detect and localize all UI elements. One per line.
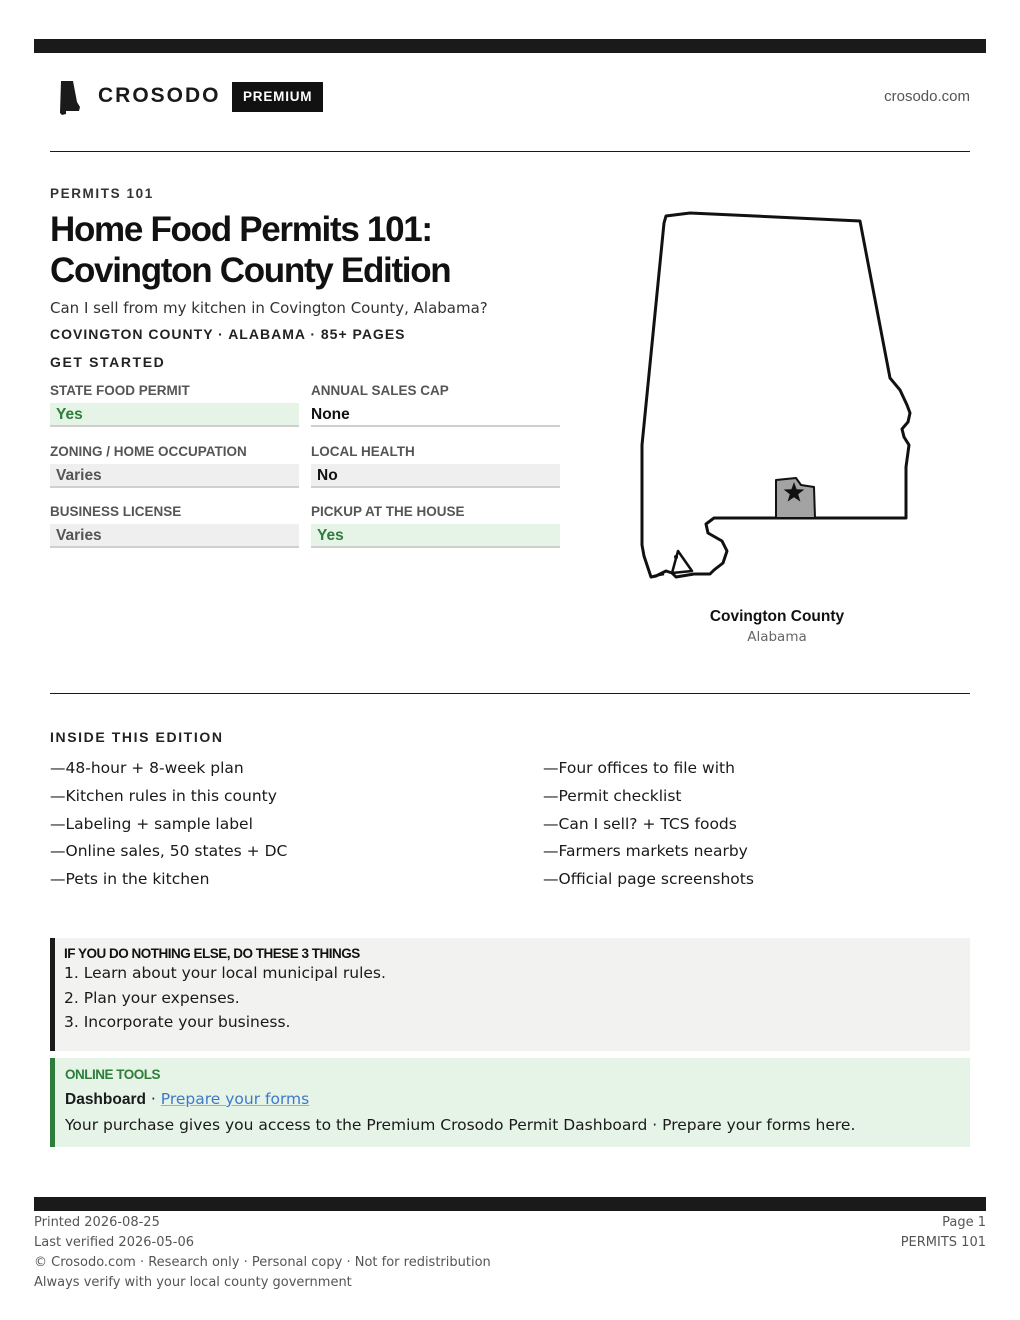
title-line-1: Home Food Permits 101:: [50, 210, 432, 249]
list-item: —48-hour + 8-week plan: [50, 759, 244, 777]
field-pickup: [311, 504, 560, 556]
list-item: —Pets in the kitchen: [50, 870, 210, 889]
tools-separator: ·: [145, 1090, 161, 1108]
field-zoning: [50, 444, 299, 496]
todo-item: 1. Learn about your local municipal rules.: [64, 964, 386, 982]
kicker: PERMITS 101: [50, 186, 154, 201]
footer-section: PERMITS 101: [900, 1235, 986, 1250]
list-item: —Farmers markets nearby: [543, 842, 748, 861]
list-item: —Official page screenshots: [543, 870, 754, 889]
field-annual-sales-cap: [311, 383, 560, 435]
field-label: STATE FOOD PERMIT: [50, 383, 190, 398]
field-label: PICKUP AT THE HOUSE: [311, 504, 465, 519]
footer-bar: [34, 1197, 986, 1211]
brand-name[interactable]: CROSODO: [98, 84, 221, 107]
field-value: Yes: [311, 524, 560, 548]
tools-links: [65, 1086, 970, 1113]
field-label: ANNUAL SALES CAP: [311, 383, 449, 398]
title-line-2: Covington County Edition: [50, 251, 451, 290]
todo-item: 2. Plan your expenses.: [64, 988, 240, 1007]
bay-dot: [674, 555, 678, 559]
copyright: © Crosodo.com · Research only · Personal copy · Not for redistribution: [34, 1255, 491, 1270]
todo-item: 3. Incorporate your business.: [64, 1013, 291, 1031]
field-value: None: [311, 403, 560, 427]
disclaimer: Always verify with your local county government: [34, 1275, 352, 1290]
page-title: [50, 209, 610, 291]
edition-meta: COVINGTON COUNTY · ALABAMA · 85+ PAGES: [50, 326, 406, 342]
list-item: —Four offices to file with: [543, 759, 735, 777]
field-state-food-permit: [50, 383, 299, 435]
subtitle: Can I sell from my kitchen in Covington County, Alabama?: [50, 299, 488, 317]
field-business-license: [50, 504, 299, 556]
site-url[interactable]: crosodo.com: [884, 88, 970, 105]
alabama-outline: [642, 213, 910, 577]
tools-note: Your purchase gives you access to the Premium Crosodo Permit Dashboard · Prepare your forms here.: [65, 1116, 856, 1134]
todo-callout: [50, 938, 970, 1051]
list-item: —Kitchen rules in this county: [50, 786, 277, 805]
inside-list-right: [543, 756, 963, 895]
tools-heading: ONLINE TOOLS: [65, 1067, 161, 1082]
map-county-label: Covington County: [709, 608, 845, 625]
page-header: [50, 78, 970, 118]
premium-badge: PREMIUM: [232, 82, 323, 112]
field-label: BUSINESS LICENSE: [50, 504, 182, 519]
inside-edition-heading: INSIDE THIS EDITION: [50, 729, 224, 745]
dashboard-label: Dashboard: [65, 1091, 146, 1108]
field-value: Yes: [50, 403, 299, 427]
field-label: ZONING / HOME OCCUPATION: [50, 444, 247, 459]
list-item: —Permit checklist: [543, 786, 682, 805]
list-item: —Can I sell? + TCS foods: [543, 814, 737, 833]
field-local-health: [311, 444, 560, 496]
field-label: LOCAL HEALTH: [311, 444, 415, 459]
header-divider: [50, 151, 970, 152]
mobile-bay-detail: [672, 551, 692, 573]
prepare-forms-link[interactable]: Prepare your forms: [160, 1090, 310, 1108]
map-state-label: Alabama: [747, 629, 807, 645]
verified-date: Last verified 2026-05-06: [34, 1235, 194, 1250]
map-caption: [677, 608, 877, 645]
list-item: —Labeling + sample label: [50, 814, 253, 833]
footer-right: [901, 1213, 986, 1253]
todo-heading: IF YOU DO NOTHING ELSE, DO THESE 3 THINGS: [64, 946, 360, 961]
footer-left: [34, 1213, 491, 1293]
get-started-heading: GET STARTED: [50, 354, 166, 370]
printed-date: Printed 2026-08-25: [34, 1215, 160, 1230]
field-value: Varies: [50, 524, 299, 548]
page-number: Page 1: [942, 1215, 986, 1230]
online-tools-callout: [50, 1058, 970, 1147]
field-value: Varies: [50, 464, 299, 488]
alabama-state-icon: [58, 80, 82, 116]
top-bar: [34, 39, 986, 53]
section-divider: [50, 693, 970, 694]
alabama-map: [636, 205, 922, 587]
inside-list-left: [50, 756, 470, 895]
island-detail: [654, 574, 664, 576]
list-item: —Online sales, 50 states + DC: [50, 842, 288, 861]
field-value: No: [311, 464, 560, 488]
